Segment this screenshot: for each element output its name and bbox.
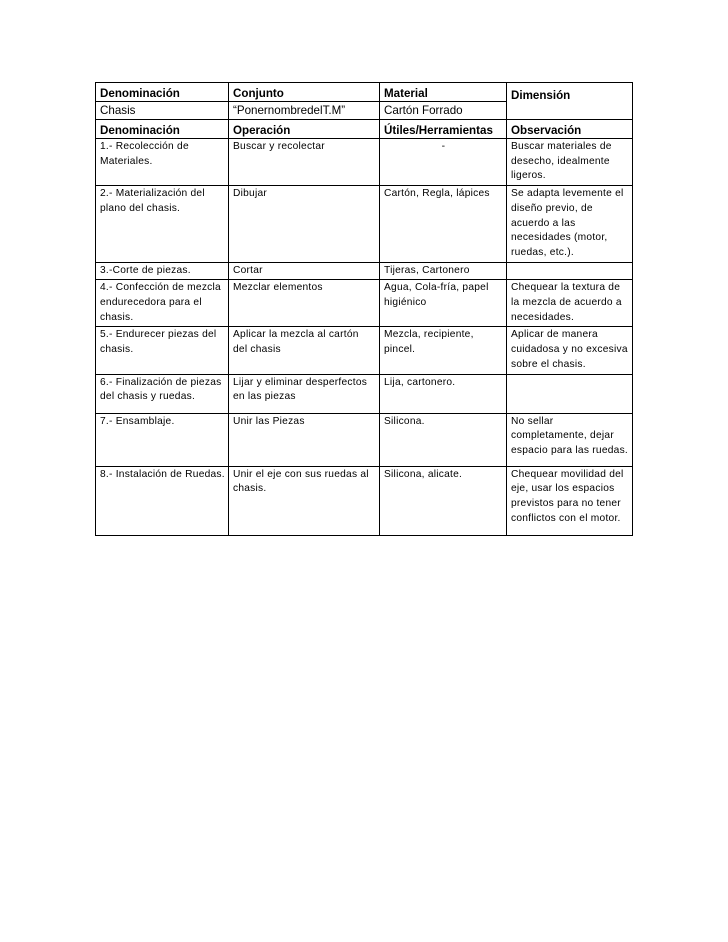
row-observacion [507, 374, 633, 413]
row-operacion: Aplicar la mezcla al cartón del chasis [229, 327, 380, 374]
info-conjunto: “PonernombredelT.M” [229, 102, 380, 120]
table-row [96, 413, 633, 466]
row-denominacion: 3.-Corte de piezas. [96, 262, 229, 280]
row-utiles: Mezcla, recipiente, pincel. [380, 327, 507, 374]
row-denominacion: 5.- Endurecer piezas del chasis. [96, 327, 229, 374]
row-utiles: Cartón, Regla, lápices [380, 186, 507, 263]
row-denominacion: 7.- Ensamblaje. [96, 413, 229, 466]
header-conjunto: Conjunto [229, 83, 380, 102]
row-utiles: Tijeras, Cartonero [380, 262, 507, 280]
row-observacion: No sellar completamente, dejar espacio para las ruedas. [507, 413, 633, 466]
table-row [96, 374, 633, 413]
row-observacion [507, 262, 633, 280]
row-denominacion: 4.- Confección de mezcla endurecedora para el chasis. [96, 280, 229, 327]
info-material: Cartón Forrado [380, 102, 507, 120]
row-operacion: Unir el eje con sus ruedas al chasis. [229, 466, 380, 535]
column-utiles: Útiles/Herramientas [380, 120, 507, 139]
column-denominacion: Denominación [96, 120, 229, 139]
columns-row [96, 120, 633, 139]
row-denominacion: 1.- Recolección de Materiales. [96, 139, 229, 186]
row-utiles: Lija, cartonero. [380, 374, 507, 413]
row-utiles: Silicona. [380, 413, 507, 466]
header-material: Material [380, 83, 507, 102]
table-row [96, 327, 633, 374]
row-operacion: Buscar y recolectar [229, 139, 380, 186]
table-row [96, 262, 633, 280]
row-operacion: Cortar [229, 262, 380, 280]
table-row [96, 466, 633, 535]
operations-sheet [95, 82, 632, 536]
row-denominacion: 6.- Finalización de piezas del chasis y ruedas. [96, 374, 229, 413]
column-operacion: Operación [229, 120, 380, 139]
header-row [96, 83, 633, 102]
operations-table [95, 82, 633, 536]
header-denominacion: Denominación [96, 83, 229, 102]
row-operacion: Lijar y eliminar desperfectos en las piezas [229, 374, 380, 413]
row-denominacion: 2.- Materialización del plano del chasis. [96, 186, 229, 263]
row-observacion: Buscar materiales de desecho, idealmente ligeros. [507, 139, 633, 186]
row-utiles: - [380, 139, 507, 186]
table-row [96, 186, 633, 263]
column-observacion: Observación [507, 120, 633, 139]
row-observacion: Aplicar de manera cuidadosa y no excesiva sobre el chasis. [507, 327, 633, 374]
row-utiles: Agua, Cola-fría, papel higiénico [380, 280, 507, 327]
row-operacion: Mezclar elementos [229, 280, 380, 327]
row-observacion: Se adapta levemente el diseño previo, de acuerdo a las necesidades (motor, ruedas, etc.). [507, 186, 633, 263]
table-row [96, 139, 633, 186]
table-row [96, 280, 633, 327]
row-utiles: Silicona, alicate. [380, 466, 507, 535]
row-denominacion: 8.- Instalación de Ruedas. [96, 466, 229, 535]
row-observacion: Chequear la textura de la mezcla de acuerdo a necesidades. [507, 280, 633, 327]
row-operacion: Unir las Piezas [229, 413, 380, 466]
header-dimension: Dimensión [507, 83, 633, 120]
row-operacion: Dibujar [229, 186, 380, 263]
info-denominacion: Chasis [96, 102, 229, 120]
row-observacion: Chequear movilidad del eje, usar los espacios previstos para no tener conflictos con el motor. [507, 466, 633, 535]
